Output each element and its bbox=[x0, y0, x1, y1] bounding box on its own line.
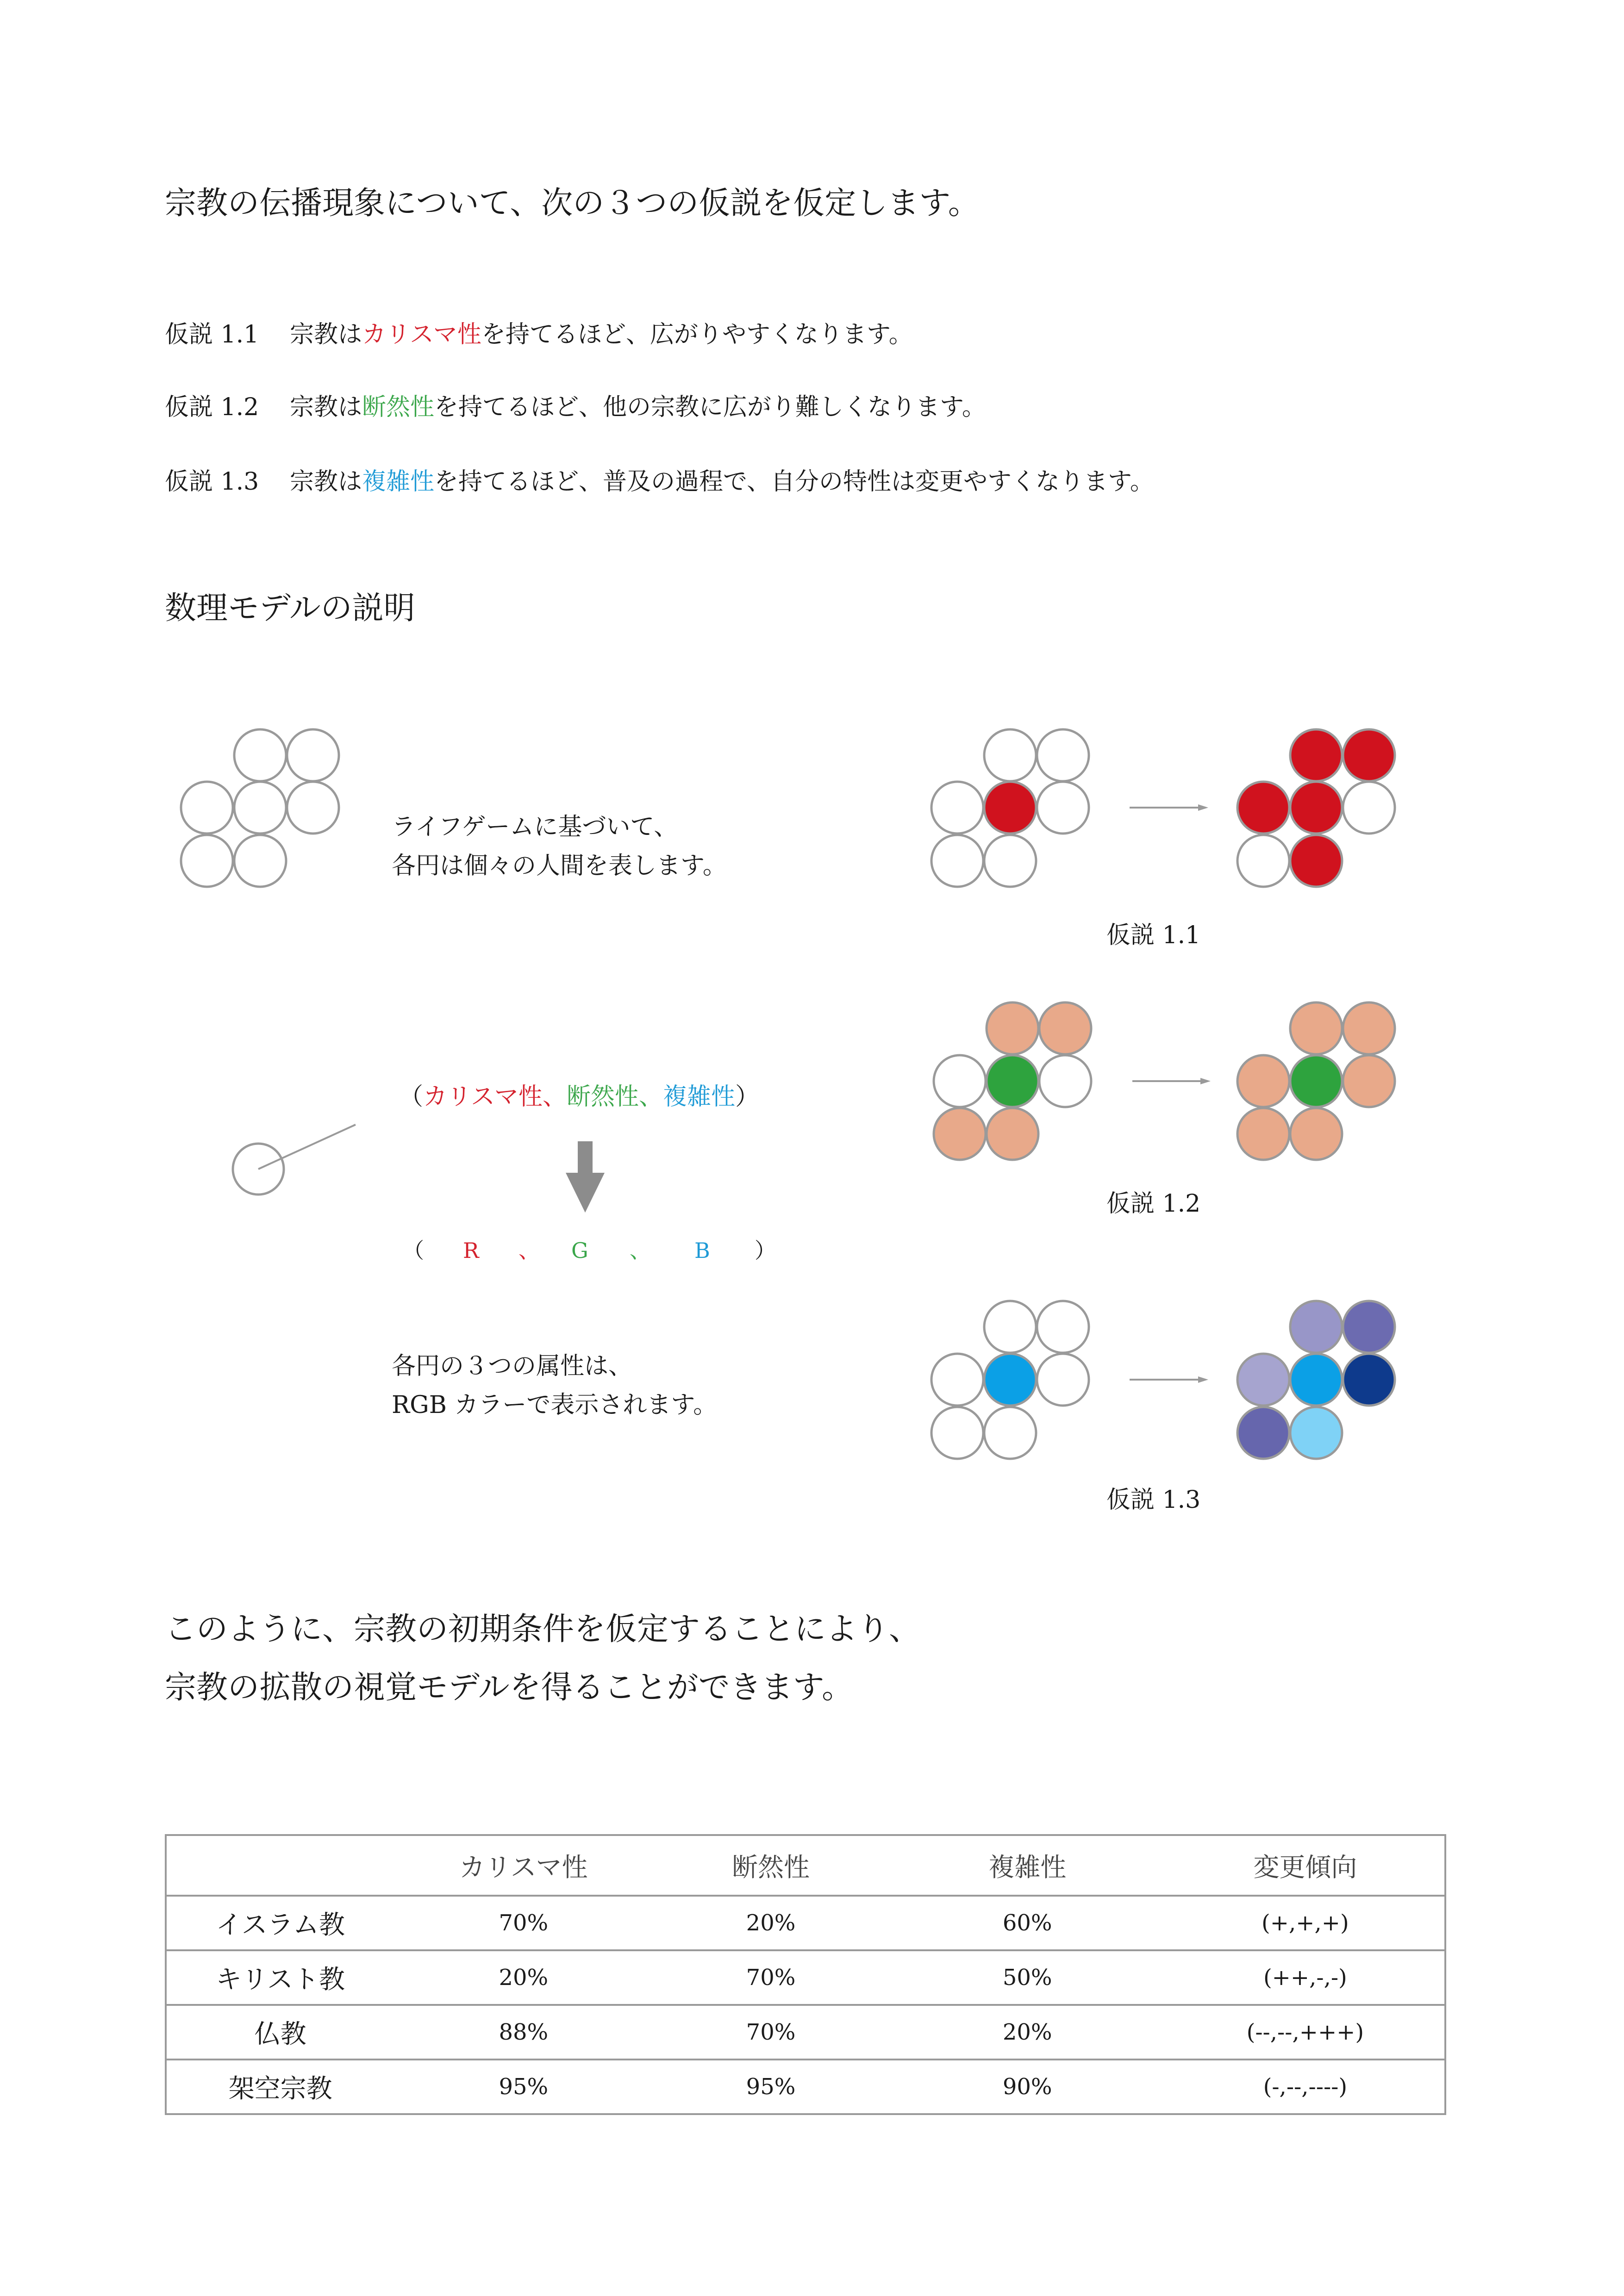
hypothesis-number: 仮説 1.1 bbox=[165, 321, 259, 348]
caption-hypothesis-1-2: 仮説 1.2 bbox=[1106, 1190, 1201, 1218]
cell-violet bbox=[1290, 1301, 1342, 1353]
table-row bbox=[166, 1896, 1445, 1950]
table-cell: 70% bbox=[653, 1950, 888, 2005]
cell bbox=[1039, 1055, 1091, 1107]
cell-green bbox=[1290, 1055, 1342, 1107]
table-row bbox=[166, 2060, 1445, 2114]
caption-hypothesis-1-3: 仮説 1.3 bbox=[1106, 1486, 1201, 1514]
cluster-1-1-after bbox=[1237, 729, 1395, 887]
table-header-cell bbox=[166, 1835, 394, 1896]
hypothesis-1: 仮説 1.1 宗教はカリスマ性を持てるほど、広がりやすくなります。 bbox=[165, 315, 913, 349]
cell bbox=[931, 1354, 983, 1406]
table-cell: (-,--,----) bbox=[1166, 2060, 1445, 2114]
table-header-row bbox=[166, 1835, 1445, 1896]
cell-lavender bbox=[1237, 1354, 1289, 1406]
cell-peach bbox=[1290, 1108, 1342, 1160]
religion-table bbox=[165, 1834, 1446, 2115]
arrow-head bbox=[1198, 1376, 1208, 1383]
cell-red bbox=[1290, 782, 1342, 834]
rgb-g: G bbox=[571, 1238, 588, 1263]
cell-peach bbox=[1343, 1055, 1395, 1107]
cell-peach bbox=[1039, 1002, 1091, 1054]
arrow-head bbox=[1198, 804, 1208, 811]
cell-violet-dark bbox=[1343, 1301, 1395, 1353]
rgb-description: 各円の３つの属性は、 RGB カラーで表示されます。 bbox=[392, 1352, 718, 1419]
rgb-line: （ R 、 G 、 B ） bbox=[403, 1231, 773, 1270]
table-cell: 88% bbox=[394, 2005, 653, 2060]
cell-cluster-plain bbox=[181, 729, 339, 887]
cell bbox=[934, 1055, 986, 1107]
cell bbox=[234, 729, 286, 781]
cell bbox=[984, 835, 1036, 887]
section-title: 数理モデルの説明 bbox=[165, 590, 415, 627]
hypothesis-number: 仮説 1.3 bbox=[165, 468, 259, 496]
cell-light-cyan bbox=[1290, 1407, 1342, 1459]
intro-text: 宗教の伝播現象について、次の３つの仮説を仮定します。 bbox=[165, 185, 980, 222]
cell bbox=[931, 1407, 983, 1459]
table-cell: 95% bbox=[653, 2060, 888, 2114]
cell-navy bbox=[1343, 1354, 1395, 1406]
cluster-1-3-before bbox=[931, 1301, 1089, 1459]
table-row bbox=[166, 2005, 1445, 2060]
cell-peach bbox=[1237, 1055, 1289, 1107]
attributes-line: （カリスマ性、断然性、複雑性） bbox=[399, 1083, 760, 1111]
cell bbox=[931, 782, 983, 834]
keyword-decisiveness: 断然性 bbox=[362, 393, 435, 421]
cell-red bbox=[1343, 729, 1395, 781]
cell bbox=[984, 1407, 1036, 1459]
cell-red bbox=[1290, 835, 1342, 887]
rgb-r: R bbox=[463, 1238, 479, 1263]
table-header-cell: 複雑性 bbox=[889, 1835, 1166, 1896]
cell bbox=[1037, 1301, 1089, 1353]
cell-red bbox=[1290, 729, 1342, 781]
table-row bbox=[166, 1950, 1445, 2005]
cell bbox=[1037, 729, 1089, 781]
table-header-cell: 断然性 bbox=[653, 1835, 888, 1896]
cluster-1-2-after bbox=[1237, 1002, 1395, 1160]
model-description: ライフゲームに基づいて、 各円は個々の人間を表します。 bbox=[392, 813, 727, 880]
table-header-cell: 変更傾向 bbox=[1166, 1835, 1445, 1896]
hypothesis-2: 仮説 1.2 宗教は断然性を持てるほど、他の宗教に広がり難しくなります。 bbox=[165, 387, 986, 422]
cell bbox=[984, 729, 1036, 781]
keyword-complexity: 複雑性 bbox=[362, 468, 435, 496]
cell bbox=[287, 782, 339, 834]
table-cell: 60% bbox=[889, 1896, 1166, 1950]
table-cell: (--,--,+++) bbox=[1166, 2005, 1445, 2060]
cell bbox=[287, 729, 339, 781]
cell-cyan bbox=[1290, 1354, 1342, 1406]
cell-peach bbox=[987, 1108, 1038, 1160]
cell-red bbox=[984, 782, 1036, 834]
cell bbox=[931, 835, 983, 887]
table-cell: 20% bbox=[394, 1950, 653, 2005]
cell bbox=[1037, 1354, 1089, 1406]
table-cell: (++,-,-) bbox=[1166, 1950, 1445, 2005]
religion-name: キリスト教 bbox=[166, 1950, 394, 2005]
cluster-1-2-before bbox=[934, 1002, 1091, 1160]
table-cell: 90% bbox=[889, 2060, 1166, 2114]
religion-name: 仏教 bbox=[166, 2005, 394, 2060]
caption-hypothesis-1-1: 仮説 1.1 bbox=[1106, 921, 1201, 949]
cell bbox=[984, 1301, 1036, 1353]
cell bbox=[1237, 835, 1289, 887]
table-cell: (+,+,+) bbox=[1166, 1896, 1445, 1950]
cell-peach bbox=[1237, 1108, 1289, 1160]
down-arrow-shaft bbox=[578, 1141, 593, 1175]
cell bbox=[1343, 782, 1395, 834]
hypothesis-number: 仮説 1.2 bbox=[165, 393, 259, 421]
cell-cyan bbox=[984, 1354, 1036, 1406]
table-cell: 20% bbox=[653, 1896, 888, 1950]
cell bbox=[234, 835, 286, 887]
cell-indigo bbox=[1237, 1407, 1289, 1459]
cell-green bbox=[987, 1055, 1038, 1107]
religion-name: 架空宗教 bbox=[166, 2060, 394, 2114]
cell-red bbox=[1237, 782, 1289, 834]
cluster-1-1-before bbox=[931, 729, 1089, 887]
cell-peach bbox=[1343, 1002, 1395, 1054]
table-header-cell: カリスマ性 bbox=[394, 1835, 653, 1896]
cell-peach bbox=[1290, 1002, 1342, 1054]
rgb-b: B bbox=[694, 1238, 710, 1263]
cell bbox=[234, 782, 286, 834]
cell-peach bbox=[987, 1002, 1038, 1054]
cell bbox=[1037, 782, 1089, 834]
table-cell: 50% bbox=[889, 1950, 1166, 2005]
hypothesis-3: 仮説 1.3 宗教は複雑性を持てるほど、普及の過程で、自分の特性は変更やすくなります。 bbox=[165, 462, 1154, 497]
religion-name: イスラム教 bbox=[166, 1896, 394, 1950]
cell bbox=[181, 835, 233, 887]
conclusion-text: このように、宗教の初期条件を仮定することにより、 宗教の拡散の視覚モデルを得ることができます。 bbox=[165, 1611, 921, 1706]
arrow-head bbox=[1200, 1078, 1211, 1084]
cell bbox=[181, 782, 233, 834]
keyword-charisma: カリスマ性 bbox=[362, 321, 481, 348]
table-cell: 95% bbox=[394, 2060, 653, 2114]
down-arrow-head bbox=[566, 1173, 605, 1213]
table-cell: 70% bbox=[394, 1896, 653, 1950]
cluster-1-3-after bbox=[1237, 1301, 1395, 1459]
table-cell: 70% bbox=[653, 2005, 888, 2060]
table-cell: 20% bbox=[889, 2005, 1166, 2060]
cell-peach bbox=[934, 1108, 986, 1160]
